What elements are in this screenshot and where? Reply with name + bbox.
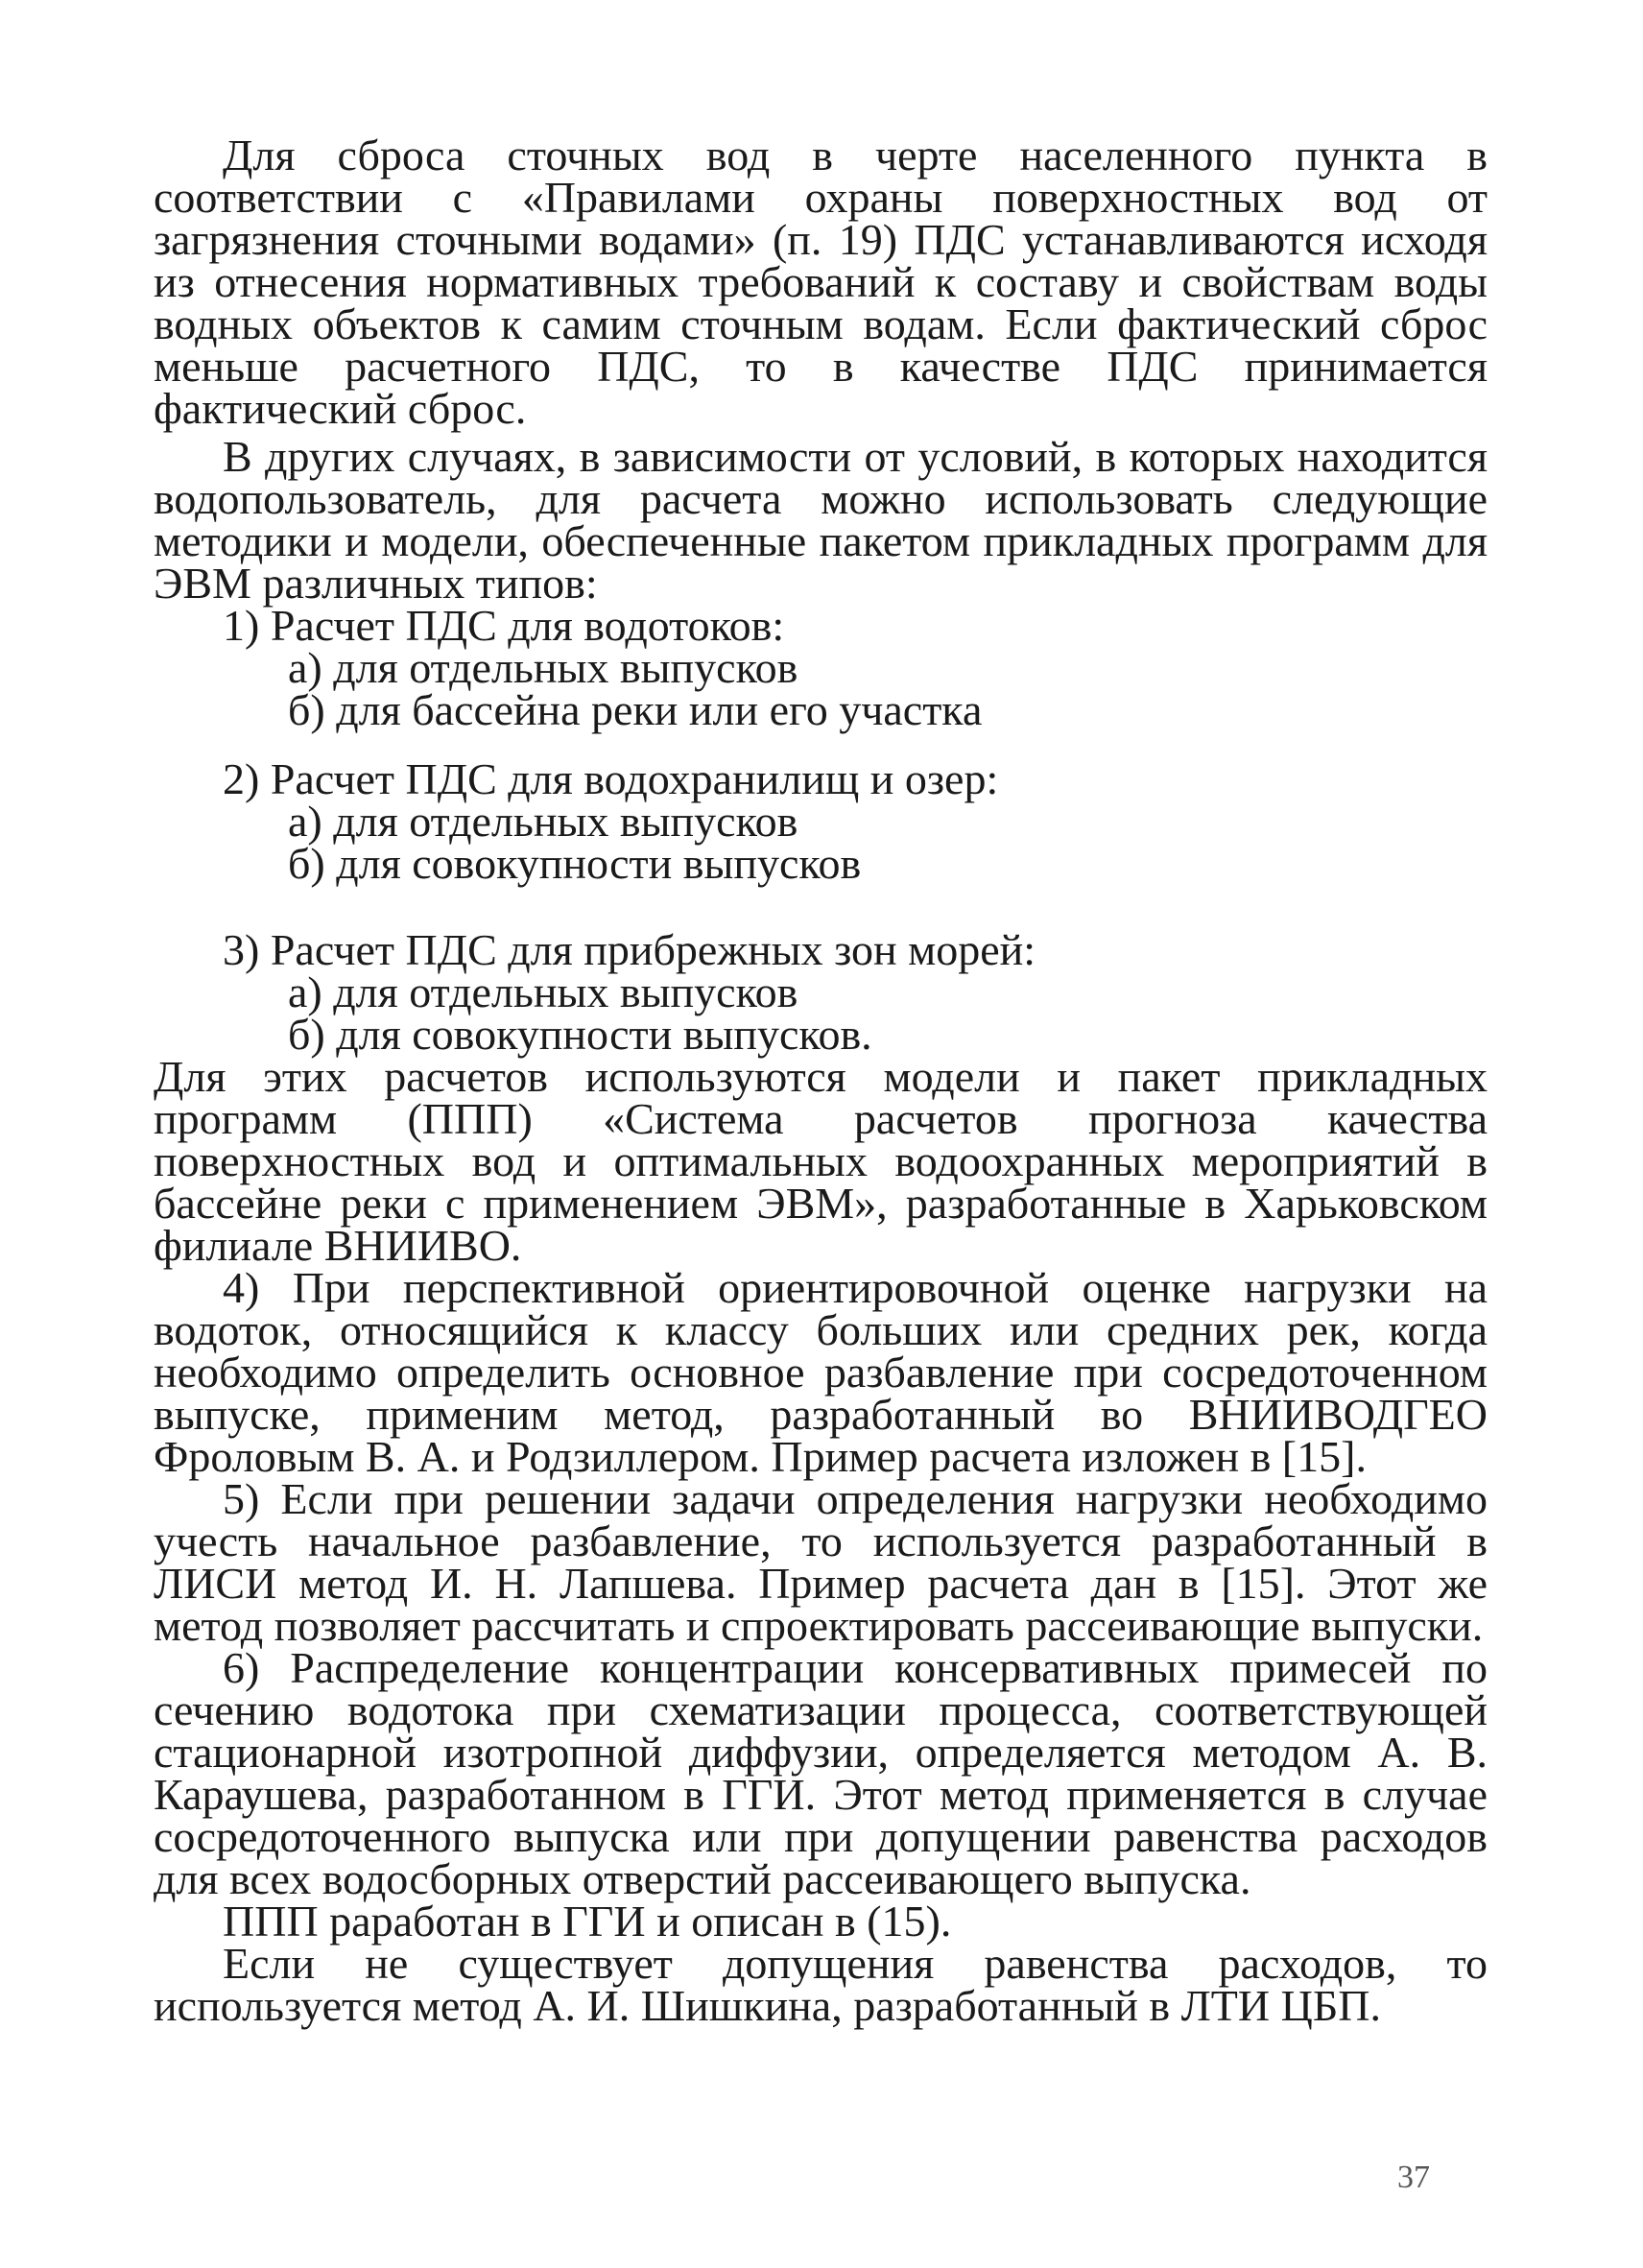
- paragraph-item-6: 6) Распределение концентрации консервативных примесей по сечению водотока при схематизации процесса, соответствующей стационарной изотропной диффузии, определяется методом А. В. Караушева, разработанном в ГГИ. Этот метод применяется в случае сосредоточенного выпуска или при допущении равенства расходов для всех водосборных отверстий рассеивающего выпуска.: [154, 1643, 1488, 1903]
- methods-list: [154, 601, 1488, 1059]
- paragraph-item-5: 5) Если при решении задачи определения нагрузки необходимо учесть начальное разбавление, то используется разработанный в ЛИСИ метод И. Н. Лапшева. Пример расчета дан в [15]. Этот же метод позволяет рассчитать и спроектировать рассеивающие выпуски.: [154, 1474, 1488, 1650]
- list-item-1b: б) для бассейна реки или его участка: [288, 685, 983, 734]
- paragraph-ppp-ggi: ППП раработан в ГГИ и описан в (15).: [223, 1897, 952, 1946]
- paragraph-shishkin: Если не существует допущения равенства расходов, то используется метод А. И. Шишкина, разработанный в ЛТИ ЦБП.: [154, 1939, 1488, 2030]
- paragraph-methods: В других случаях, в зависимости от условий, в которых находится водопользователь, для расчета можно использовать следующие методики и модели, обеспеченные пакетом прикладных программ для ЭВМ различных типов:: [154, 432, 1488, 608]
- list-item-2-head: 2) Расчет ПДС для водохранилищ и озер:: [223, 754, 999, 803]
- paragraph-item-4: 4) При перспективной ориентировочной оценке нагрузки на водоток, относящийся к классу больших или средних рек, когда необходимо определить основное разбавление при сосредоточенном выпуске, применим метод, разработанный во ВНИИВОДГЕО Фроловым В. А. и Родзиллером. Пример расчета изложен в [15].: [154, 1263, 1488, 1481]
- page-body: [154, 131, 1488, 2030]
- page-number: 37: [1397, 2160, 1430, 2195]
- list-item-3a: а) для отдельных выпусков: [288, 967, 798, 1016]
- paragraph-ppp: Для этих расчетов используются модели и пакет прикладных программ (ППП) «Система расчетов прогноза качества поверхностных вод и оптимальных водоохранных мероприятий в бассейне реки с применением ЭВМ», разработанные в Харьковском филиале ВНИИВО.: [154, 1052, 1488, 1270]
- paragraph-intro: Для сброса сточных вод в черте населенного пункта в соответствии с «Правилами охраны поверхностных вод от загрязнения сточными водами» (п. 19) ПДС устанавливаются исходя из отнесения нормативных требований к составу и свойствам воды водных объектов к самим сточным водам. Если фактический сброс меньше расчетного ПДС, то в качестве ПДС принимается фактический сброс.: [154, 131, 1488, 433]
- list-item-2b: б) для совокупности выпусков: [288, 839, 862, 888]
- list-item-3b: б) для совокупности выпусков.: [288, 1010, 872, 1059]
- list-item-2a: а) для отдельных выпусков: [288, 797, 798, 846]
- list-item-3-head: 3) Расчет ПДС для прибрежных зон морей:: [223, 925, 1036, 974]
- list-item-1-head: 1) Расчет ПДС для водотоков:: [223, 601, 785, 650]
- list-item-1a: а) для отдельных выпусков: [288, 643, 798, 692]
